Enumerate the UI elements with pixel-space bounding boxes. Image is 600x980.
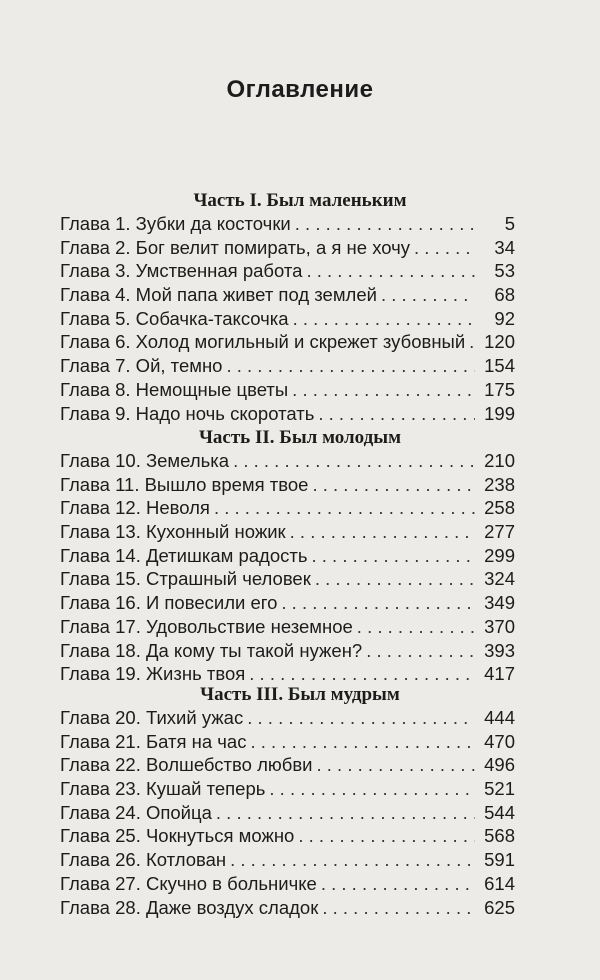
chapter-title: Глава 11. Вышло время твое: [60, 473, 309, 495]
page-number: 496: [484, 754, 515, 776]
chapter-title: Глава 6. Холод могильный и скрежет зубовный: [60, 331, 466, 353]
page-number: 614: [484, 872, 515, 894]
toc-entry: [60, 520, 515, 544]
dot-leader: [216, 801, 475, 825]
toc-entry: [60, 639, 515, 663]
chapter-title: Глава 15. Страшный человек: [60, 568, 311, 590]
toc-entry: [60, 307, 515, 331]
dot-leader: [230, 848, 475, 872]
dot-leader: [295, 212, 475, 236]
toc-entry: [60, 777, 515, 801]
dot-leader: [317, 753, 476, 777]
chapter-title: Глава 25. Чокнуться можно: [60, 825, 295, 847]
toc-entry: [60, 753, 515, 777]
dot-leader: [247, 706, 475, 730]
dot-leader: [414, 236, 475, 260]
chapter-title: Глава 22. Волшебство любви: [60, 754, 313, 776]
dot-leader: [312, 544, 476, 568]
page-number: 349: [484, 592, 515, 614]
toc-entry: [60, 896, 515, 920]
dot-leader: [312, 473, 475, 497]
chapter-title: Глава 12. Неволя: [60, 497, 210, 519]
chapter-title: Глава 5. Собачка-таксочка: [60, 307, 289, 329]
toc-entry: [60, 706, 515, 730]
toc-entry: [60, 496, 515, 520]
toc-entry: [60, 236, 515, 260]
page-number: 544: [484, 801, 515, 823]
dot-leader: [318, 402, 475, 426]
page-number: 68: [494, 284, 515, 306]
dot-leader: [469, 330, 475, 354]
page-number: 470: [484, 730, 515, 752]
chapter-title: Глава 13. Кухонный ножик: [60, 521, 286, 543]
toc-part-2: [60, 449, 515, 686]
chapter-title: Глава 1. Зубки да косточки: [60, 213, 291, 234]
page-number: 591: [484, 849, 515, 871]
page-number: 5: [504, 213, 515, 234]
dot-leader: [214, 496, 475, 520]
page-number: 324: [484, 568, 515, 590]
page-number: 277: [484, 521, 515, 543]
chapter-title: Глава 18. Да кому ты такой нужен?: [60, 639, 363, 661]
toc-entry: [60, 824, 515, 848]
page-number: 568: [484, 825, 515, 847]
page-number: 370: [484, 615, 515, 637]
page-number: 34: [494, 236, 515, 258]
toc-entry: [60, 872, 515, 896]
toc-entry: [60, 212, 515, 236]
page-number: 154: [484, 355, 515, 377]
toc-part-3: [60, 706, 515, 919]
page-number: 210: [484, 450, 515, 471]
page-title: Оглавление: [226, 76, 374, 103]
toc-entry: [60, 354, 515, 378]
page-number: 175: [484, 378, 515, 400]
dot-leader: [315, 567, 475, 591]
dot-leader: [357, 615, 475, 639]
page-number: 258: [484, 497, 515, 519]
part-heading: Часть I. Был маленьким: [193, 190, 407, 211]
page-number: 417: [484, 663, 515, 685]
chapter-title: Глава 17. Удовольствие неземное: [60, 615, 353, 637]
toc-entry: [60, 378, 515, 402]
toc-entry: [60, 848, 515, 872]
toc-part-1: [60, 212, 515, 425]
toc-entry: [60, 591, 515, 615]
page-number: 444: [484, 707, 515, 728]
chapter-title: Глава 3. Умственная работа: [60, 260, 303, 282]
dot-leader: [292, 378, 475, 402]
part-heading: Часть II. Был молодым: [198, 427, 402, 448]
dot-leader: [233, 449, 475, 473]
chapter-title: Глава 4. Мой папа живет под землей: [60, 284, 377, 306]
chapter-title: Глава 8. Немощные цветы: [60, 378, 289, 400]
dot-leader: [366, 639, 475, 663]
chapter-title: Глава 14. Детишкам радость: [60, 544, 308, 566]
dot-leader: [290, 520, 475, 544]
toc-entry: [60, 259, 515, 283]
page-number: 625: [484, 896, 515, 918]
dot-leader: [293, 307, 475, 331]
dot-leader: [250, 730, 475, 754]
chapter-title: Глава 10. Земелька: [60, 450, 230, 471]
chapter-title: Глава 24. Опойца: [60, 801, 212, 823]
page-number: 120: [484, 331, 515, 353]
page-number: 299: [484, 544, 515, 566]
dot-leader: [298, 824, 475, 848]
dot-leader: [249, 662, 475, 686]
dot-leader: [269, 777, 475, 801]
toc-entry: [60, 801, 515, 825]
chapter-title: Глава 2. Бог велит помирать, а я не хочу: [60, 236, 411, 258]
toc-entry: [60, 544, 515, 568]
chapter-title: Глава 7. Ой, темно: [60, 355, 223, 377]
page-number: 521: [484, 778, 515, 800]
toc-entry: [60, 473, 515, 497]
chapter-title: Глава 27. Скучно в больничке: [60, 872, 317, 894]
dot-leader: [322, 896, 475, 920]
toc-entry: [60, 730, 515, 754]
toc-entry: [60, 615, 515, 639]
toc-entry: [60, 449, 515, 473]
page-number: 238: [484, 473, 515, 495]
chapter-title: Глава 16. И повесили его: [60, 592, 278, 614]
toc-entry: [60, 283, 515, 307]
dot-leader: [381, 283, 475, 307]
chapter-title: Глава 21. Батя на час: [60, 730, 247, 752]
chapter-title: Глава 28. Даже воздух сладок: [60, 896, 319, 918]
dot-leader: [321, 872, 475, 896]
chapter-title: Глава 19. Жизнь твоя: [60, 663, 246, 685]
page-number: 92: [494, 307, 515, 329]
page-number: 53: [494, 260, 515, 282]
chapter-title: Глава 26. Котлован: [60, 849, 227, 871]
toc-entry: [60, 330, 515, 354]
dot-leader: [306, 259, 475, 283]
toc-entry: [60, 567, 515, 591]
toc-entry: [60, 662, 515, 686]
part-heading: Часть III. Был мудрым: [200, 684, 400, 705]
toc-entry: [60, 402, 515, 426]
dot-leader: [281, 591, 475, 615]
dot-leader: [226, 354, 475, 378]
chapter-title: Глава 20. Тихий ужас: [60, 707, 244, 728]
page-number: 199: [484, 402, 515, 424]
chapter-title: Глава 9. Надо ночь скоротать: [60, 402, 315, 424]
chapter-title: Глава 23. Кушай теперь: [60, 778, 266, 800]
page-number: 393: [484, 639, 515, 661]
